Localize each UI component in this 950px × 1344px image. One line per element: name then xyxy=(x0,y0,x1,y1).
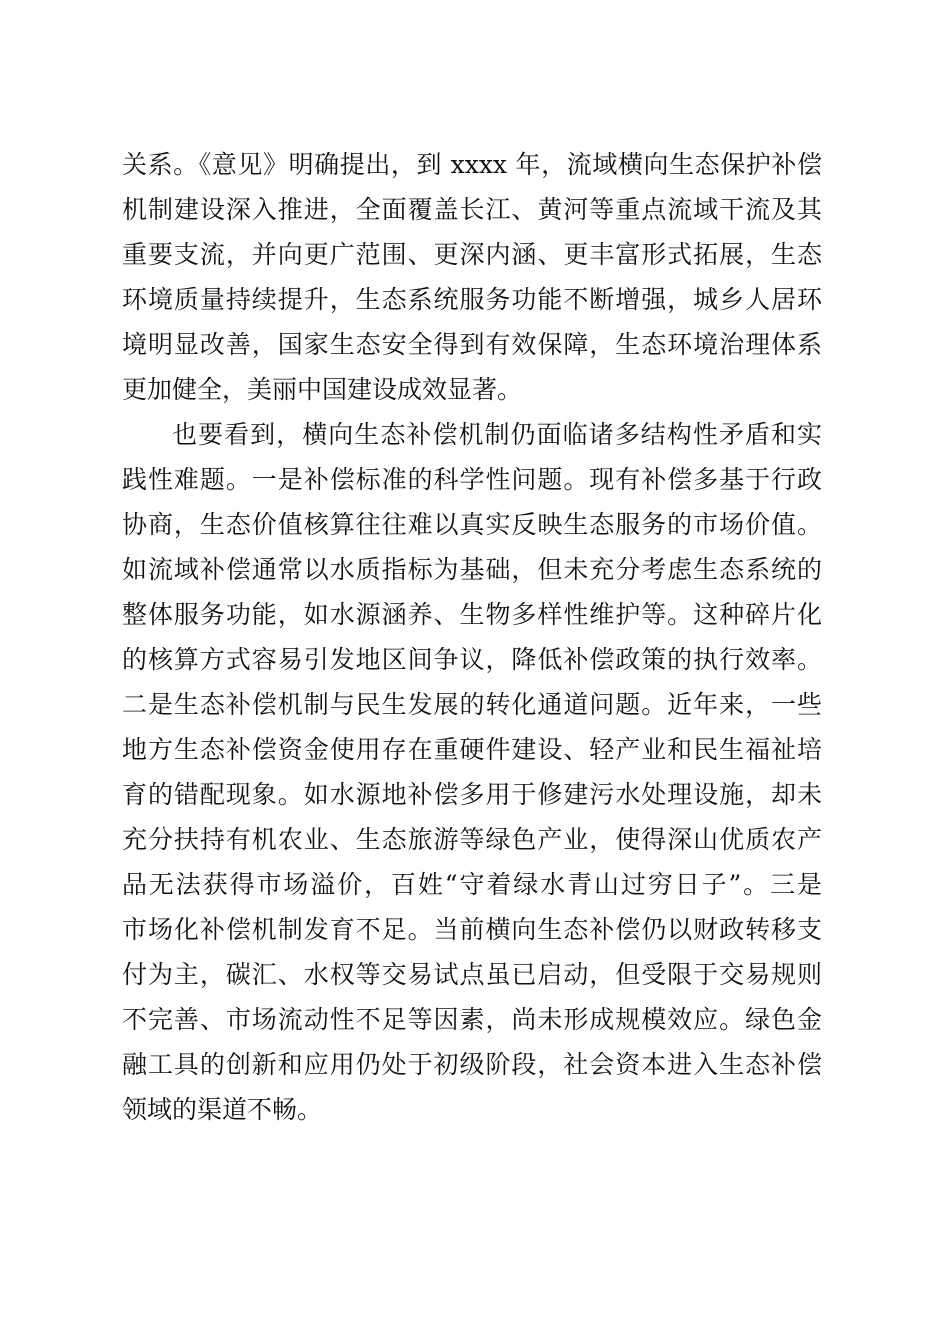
text-line: 地方生态补偿资金使用存在重硬件建设、轻产业和民生福祉培 xyxy=(122,735,822,764)
text-line: 机制建设深入推进，全面覆盖长江、黄河等重点流域干流及其 xyxy=(122,195,822,224)
text-line: 如流域补偿通常以水质指标为基础，但未充分考虑生态系统的 xyxy=(122,555,822,584)
text-line: 境明显改善，国家生态安全得到有效保障，生态环境治理体系 xyxy=(122,330,822,359)
text-line: 市场化补偿机制发育不足。当前横向生态补偿仍以财政转移支 xyxy=(122,915,822,944)
text-line: 重要支流，并向更广范围、更深内涵、更丰富形式拓展，生态 xyxy=(122,240,822,269)
text-line: 环境质量持续提升，生态系统服务功能不断增强，城乡人居环 xyxy=(122,285,822,314)
text-line: 关系。《意见》明确提出，到 xxxx 年，流域横向生态保护补偿 xyxy=(122,150,822,179)
text-line: 协商，生态价值核算往往难以真实反映生态服务的市场价值。 xyxy=(122,510,822,539)
text-line: 品无法获得市场溢价，百姓“守着绿水青山过穷日子”。三是 xyxy=(122,870,822,899)
text-line: 更加健全，美丽中国建设成效显著。 xyxy=(122,375,523,404)
text-line: 领域的渠道不畅。 xyxy=(122,1095,323,1124)
paragraph-1 xyxy=(122,142,822,412)
text-line: 二是生态补偿机制与民生发展的转化通道问题。近年来，一些 xyxy=(122,690,822,719)
text-line: 充分扶持有机农业、生态旅游等绿色产业，使得深山优质农产 xyxy=(122,825,822,854)
text-line: 付为主，碳汇、水权等交易试点虽已启动，但受限于交易规则 xyxy=(122,960,822,989)
text-line: 也要看到，横向生态补偿机制仍面临诸多结构性矛盾和实 xyxy=(172,420,822,449)
text-line: 育的错配现象。如水源地补偿多用于修建污水处理设施，却未 xyxy=(122,780,822,809)
text-line: 不完善、市场流动性不足等因素，尚未形成规模效应。绿色金 xyxy=(122,1005,822,1034)
text-line: 践性难题。一是补偿标准的科学性问题。现有补偿多基于行政 xyxy=(122,465,822,494)
text-line: 的核算方式容易引发地区间争议，降低补偿政策的执行效率。 xyxy=(122,645,822,674)
document-body xyxy=(122,142,822,1132)
paragraph-2 xyxy=(122,412,822,1132)
text-line: 融工具的创新和应用仍处于初级阶段，社会资本进入生态补偿 xyxy=(122,1050,822,1079)
text-line: 整体服务功能，如水源涵养、生物多样性维护等。这种碎片化 xyxy=(122,600,822,629)
